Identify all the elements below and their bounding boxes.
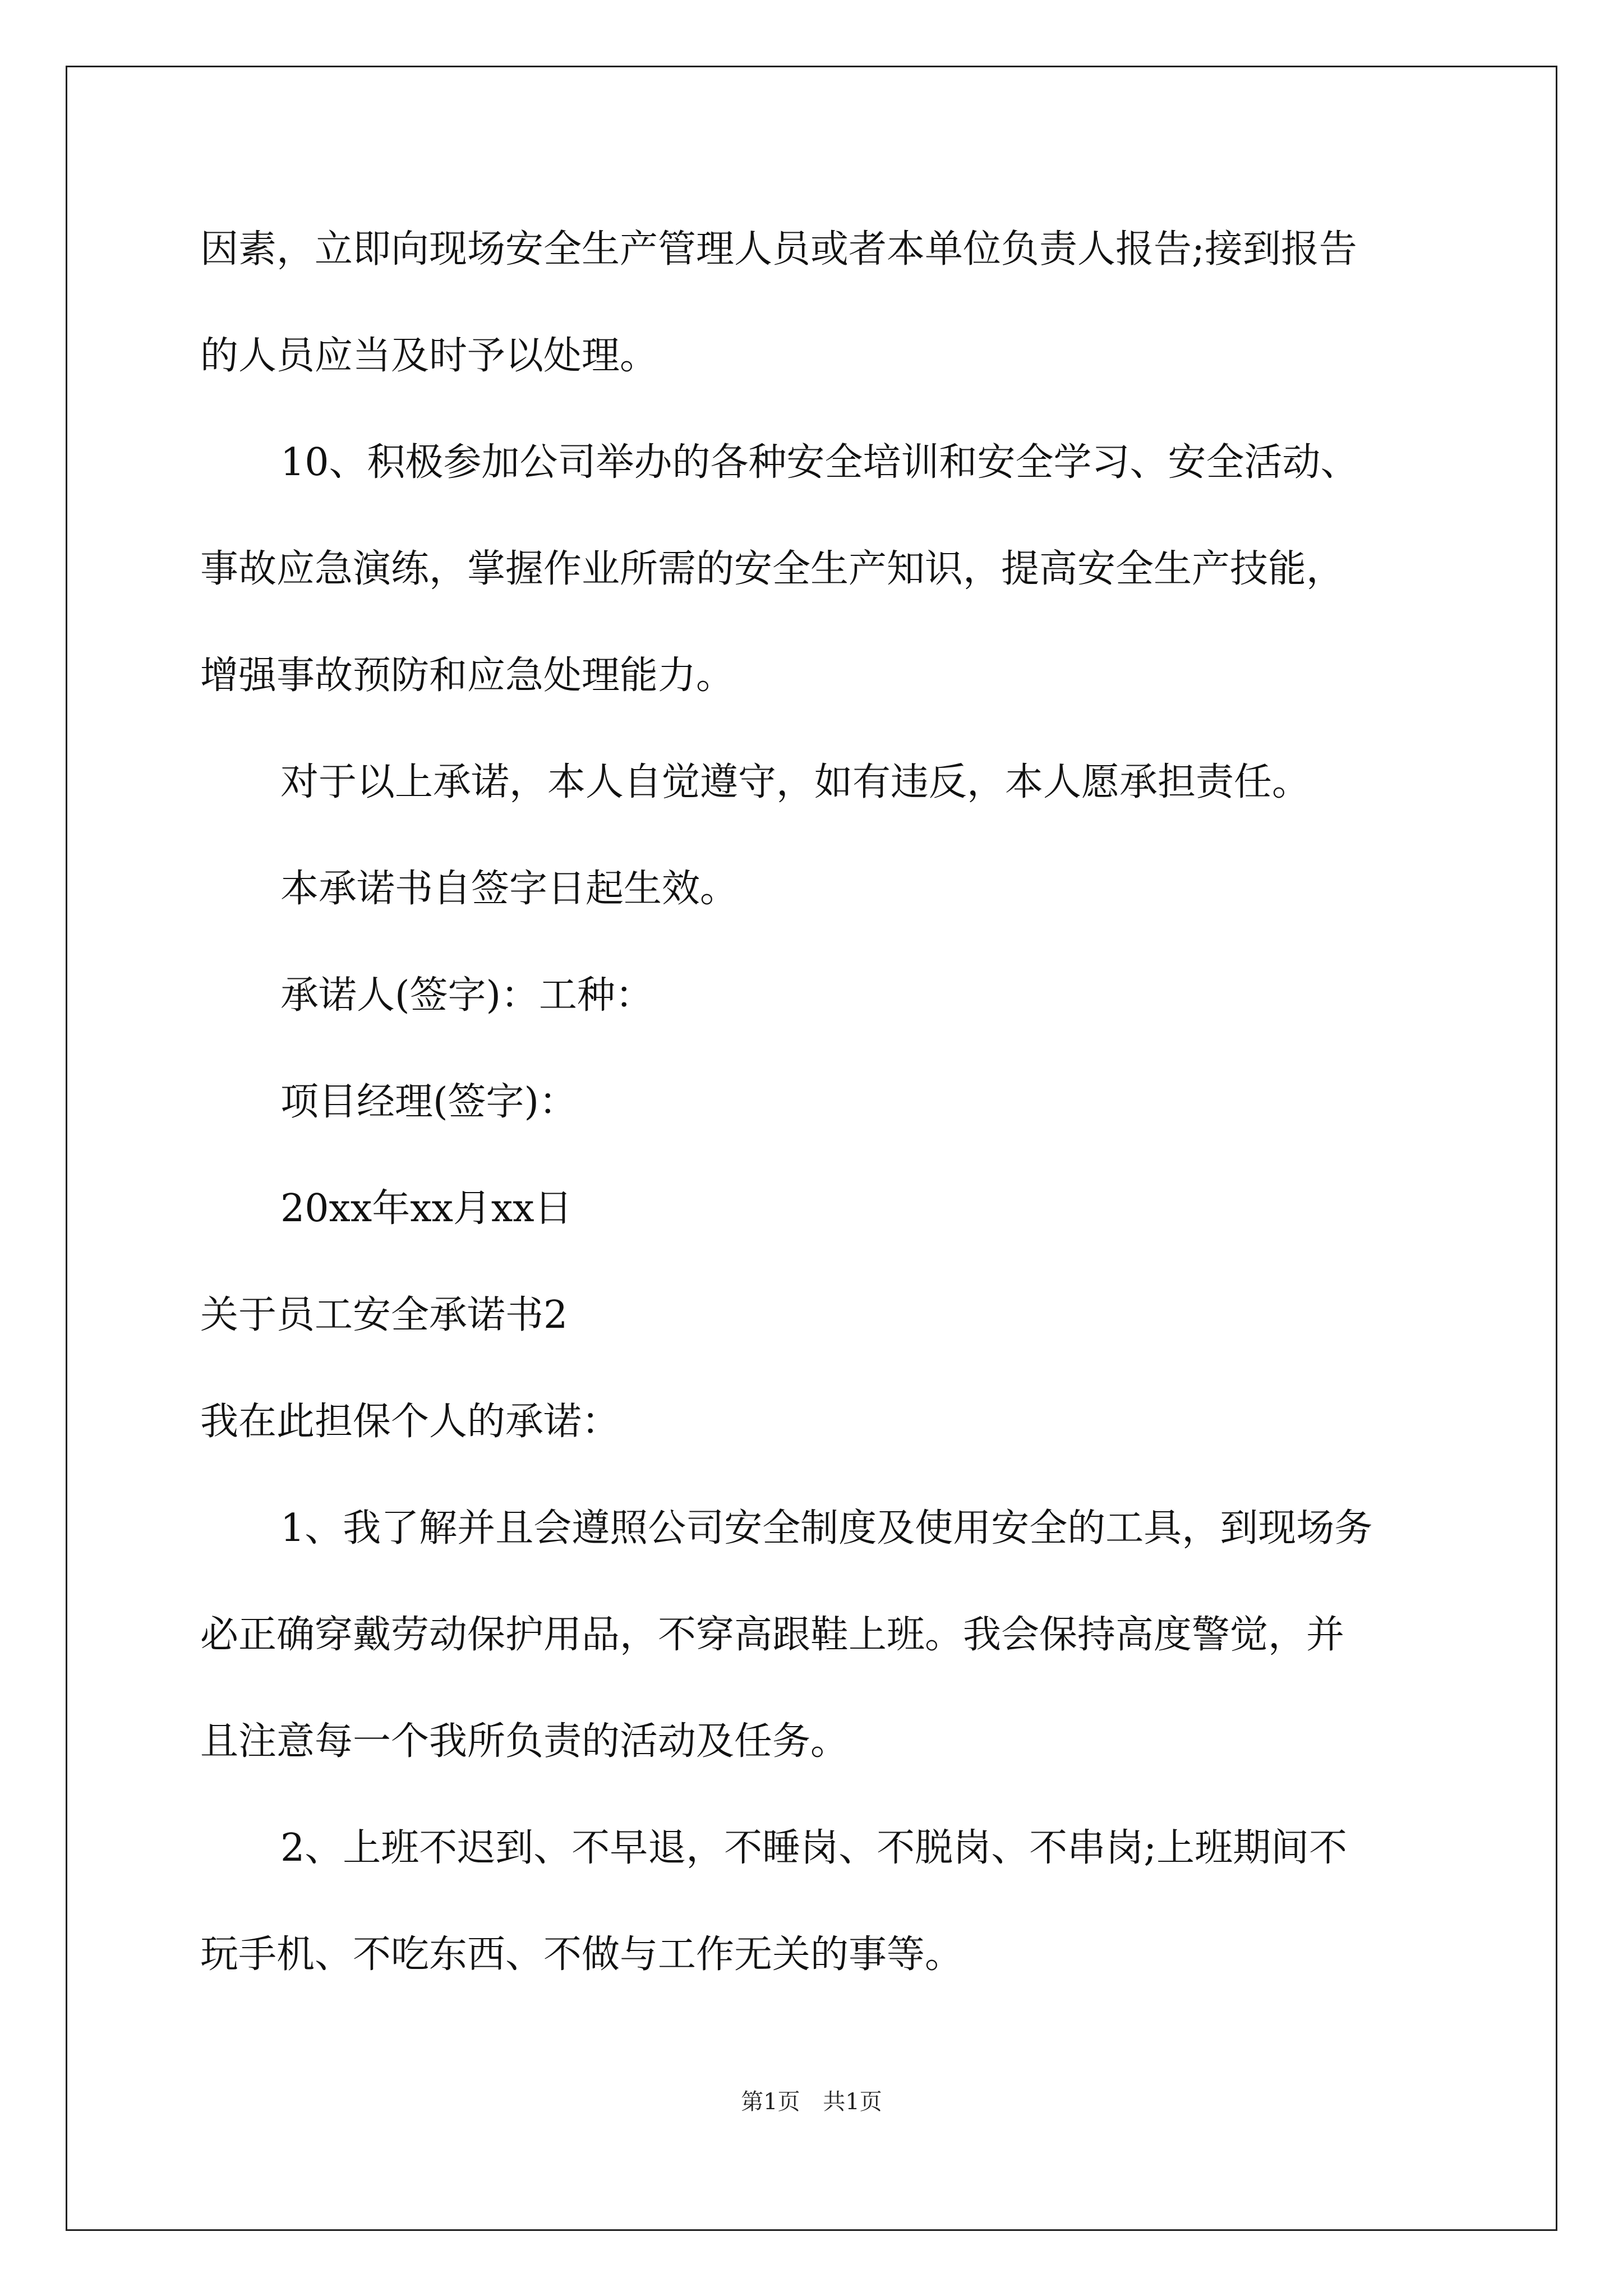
page-footer: [0, 2088, 1623, 2115]
page-number: 第1页: [741, 2089, 800, 2115]
text-line: 必正确穿戴劳动保护用品，不穿高跟鞋上班。我会保持高度警觉，并: [200, 1613, 1345, 1657]
text-line: 10、积极参加公司举办的各种安全培训和安全学习、安全活动、: [280, 440, 1359, 485]
date-line: 20xx年xx月xx日: [280, 1186, 573, 1231]
text-line: 2、上班不迟到、不早退，不睡岗、不脱岗、不串岗;上班期间不: [280, 1826, 1348, 1870]
text-line: 玩手机、不吃东西、不做与工作无关的事等。: [200, 1932, 963, 1977]
text-line: 的人员应当及时予以处理。: [200, 334, 658, 378]
text-line: 1、我了解并且会遵照公司安全制度及使用安全的工具，到现场务: [280, 1506, 1373, 1550]
page-total: 共1页: [823, 2089, 882, 2115]
text-line: 增强事故预防和应急处理能力。: [200, 654, 735, 698]
page-border: [66, 66, 1557, 2231]
text-line: 且注意每一个我所负责的活动及任务。: [200, 1719, 849, 1764]
section-title: 关于员工安全承诺书2: [200, 1293, 568, 1337]
text-line: 事故应急演练，掌握作业所需的安全生产知识，提高安全生产技能，: [200, 547, 1345, 591]
text-line: 项目经理(签字)：: [280, 1080, 578, 1124]
text-line: 对于以上承诺，本人自觉遵守，如有违反，本人愿承担责任。: [280, 760, 1311, 804]
text-line: 承诺人(签字)：工种：: [280, 973, 654, 1018]
text-line: 因素，立即向现场安全生产管理人员或者本单位负责人报告;接到报告: [200, 227, 1357, 272]
text-line: 本承诺书自签字日起生效。: [280, 867, 739, 911]
text-line: 我在此担保个人的承诺：: [200, 1400, 620, 1444]
